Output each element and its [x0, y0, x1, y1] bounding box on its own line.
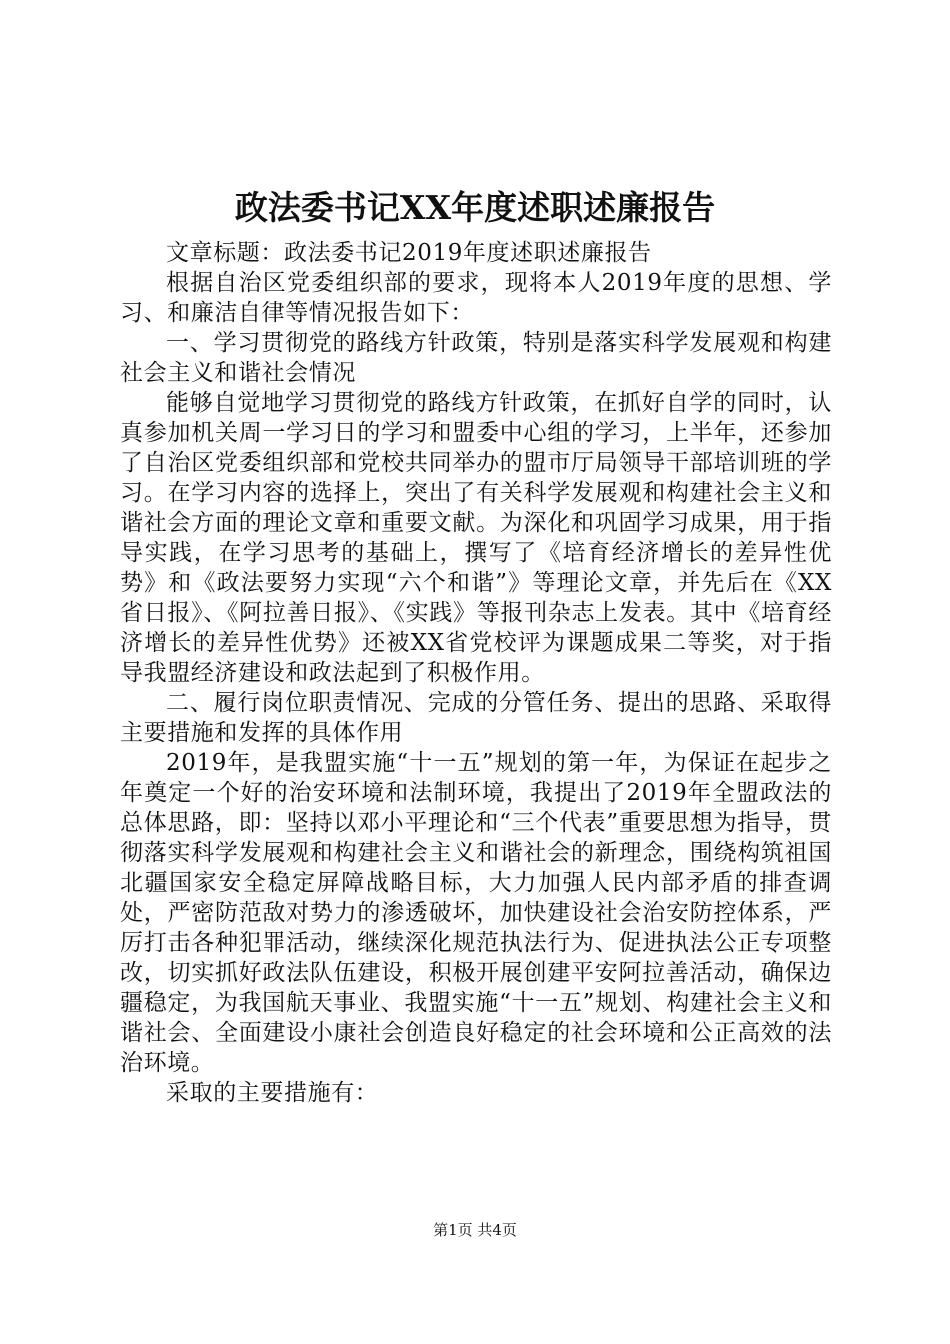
- document-title: 政法委书记XX年度述职述廉报告: [234, 188, 716, 227]
- document-body: [120, 238, 832, 1108]
- section-heading-1: 一、学习贯彻党的路线方针政策，特别是落实科学发展观和构建社会主义和谐社会情况: [120, 330, 832, 386]
- section-heading-2: 二、履行岗位职责情况、完成的分管任务、提出的思路、采取得主要措施和发挥的具体作用: [120, 690, 832, 746]
- paragraph-work-plan: 2019年，是我盟实施“十一五”规划的第一年，为保证在起步之年奠定一个好的治安环境和法制环境，我提出了2019年全盟政法的总体思路，即：坚持以邓小平理论和“三个代表”重要思想为指导，贯彻落实科学发展观和构建社会主义和谐社会的新理念，围绕构筑祖国北疆国家安全稳定屏障战略目标，大力加强人民内部矛盾的排查调处，严密防范敌对势力的渗透破坏，加快建设社会治安防控体系，严厉打击各种犯罪活动，继续深化规范执法行为、促进执法公正专项整改，切实抓好政法队伍建设，积极开展创建平安阿拉善活动，确保边疆稳定，为我国航天事业、我盟实施“十一五”规划、构建社会主义和谐社会、全面建设小康社会创造良好稳定的社会环境和公正高效的法治环境。: [120, 750, 832, 1076]
- paragraph-measures-intro: 采取的主要措施有：: [166, 1080, 379, 1106]
- article-title-line: 文章标题：政法委书记2019年度述职述廉报告: [166, 240, 652, 266]
- paragraph-study: 能够自觉地学习贯彻党的路线方针政策，在抓好自学的同时，认真参加机关周一学习日的学习和盟委中心组的学习，上半年，还参加了自治区党委组织部和党校共同举办的盟市厅局领导干部培训班的学习。在学习内容的选择上，突出了有关科学发展观和构建社会主义和谐社会方面的理论文章和重要文献。为深化和巩固学习成果，用于指导实践，在学习思考的基础上，撰写了《培育经济增长的差异性优势》和《政法要努力实现“六个和谐”》等理论文章，并先后在《XX省日报》、《阿拉善日报》、《实践》等报刊杂志上发表。其中《培育经济增长的差异性优势》还被XX省党校评为课题成果二等奖，对于指导我盟经济建设和政法起到了积极作用。: [120, 390, 832, 686]
- paragraph-intro: 根据自治区党委组织部的要求，现将本人2019年度的思想、学习、和廉洁自律等情况报告如下：: [120, 270, 832, 326]
- page-number-footer: 第1页 共4页: [433, 1221, 517, 1239]
